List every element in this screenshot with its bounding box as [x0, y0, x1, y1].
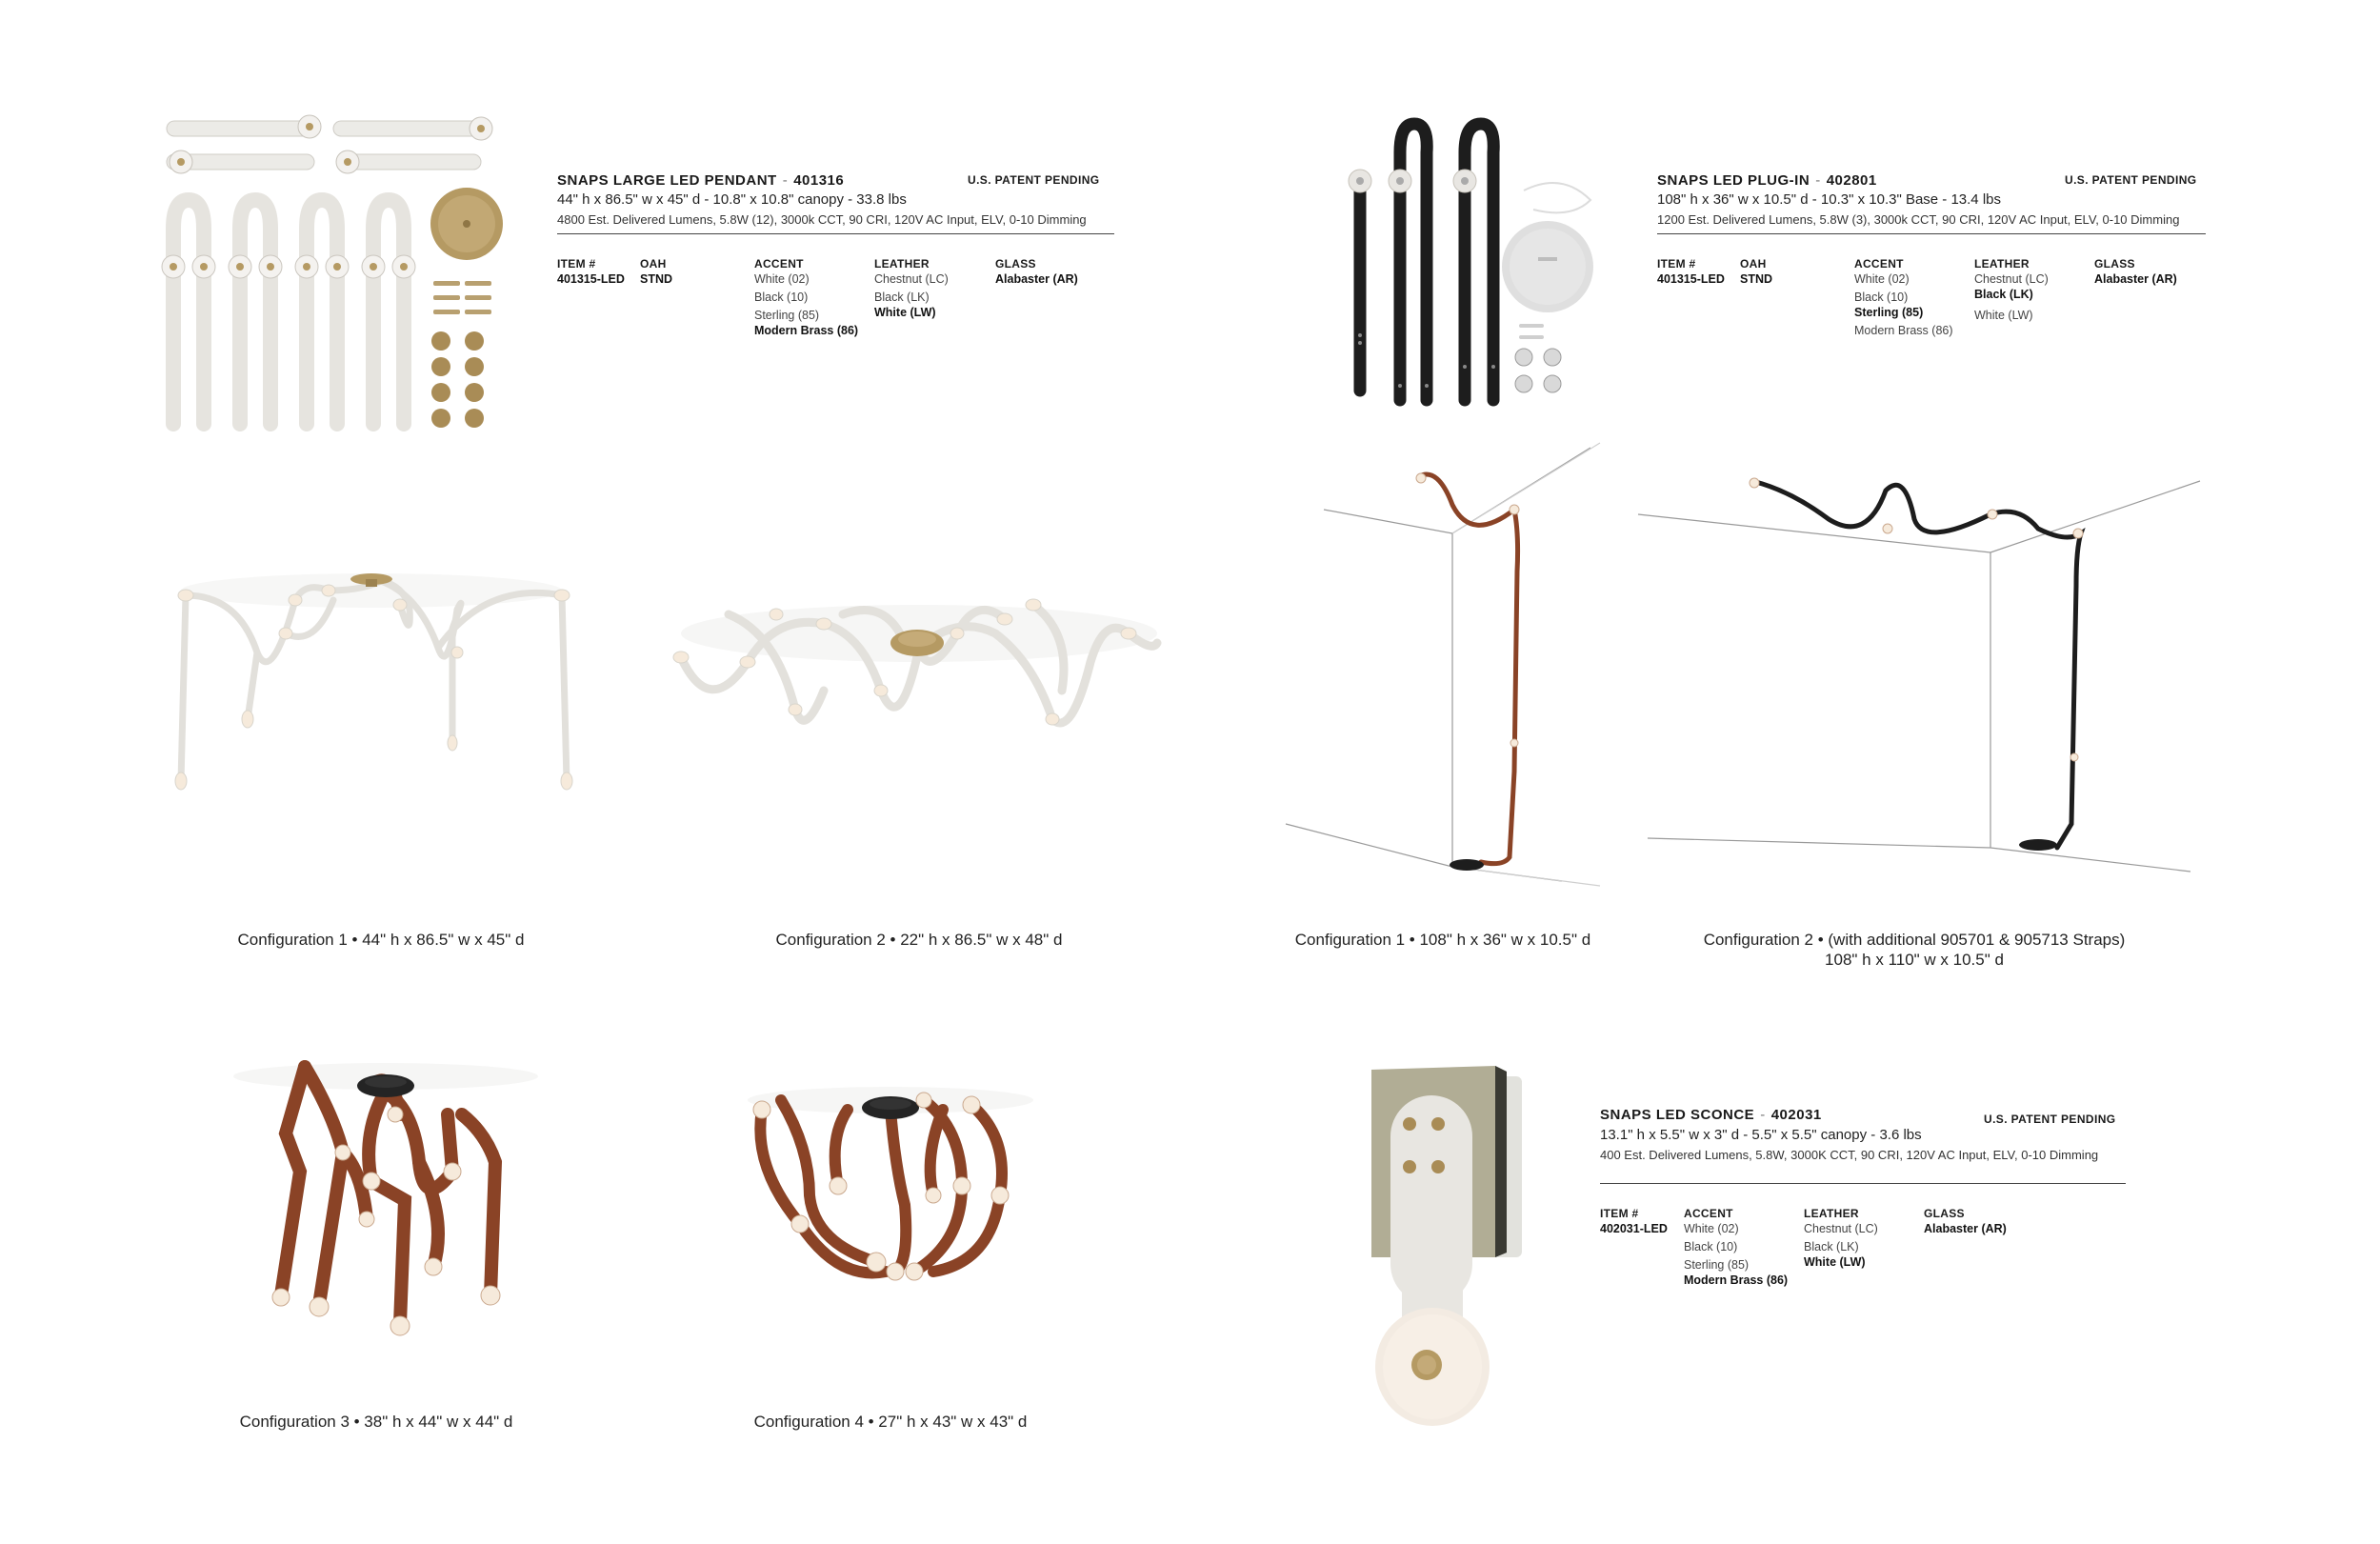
sconce-title: SNAPS LED SCONCE - 402031: [1600, 1107, 1822, 1123]
col-option: 401315-LED: [1657, 272, 1725, 286]
col-option: White (LW): [1804, 1255, 1866, 1269]
col-option: Alabaster (AR): [1924, 1222, 2007, 1235]
col-option: Black (10): [1854, 291, 1909, 304]
pendant-divider: [557, 233, 1114, 234]
pendant-title: SNAPS LARGE LED PENDANT - 401316: [557, 172, 845, 189]
plugin-spec-col-accent: [1854, 257, 1953, 340]
col-option: White (02): [754, 272, 810, 286]
col-head: OAH: [640, 257, 667, 271]
plugin-divider: [1657, 233, 2206, 234]
col-option: 401315-LED: [557, 272, 625, 286]
pendant-config3-image: [229, 1057, 543, 1353]
pendant-config1-caption: Configuration 1 • 44" h x 86.5" w x 45" d: [237, 931, 525, 949]
col-head: ACCENT: [1854, 257, 1904, 271]
sconce-patent: U.S. PATENT PENDING: [1984, 1113, 2116, 1126]
col-option: Black (LK): [874, 291, 930, 304]
col-head: OAH: [1740, 257, 1767, 271]
sconce-title-text: SNAPS LED SCONCE: [1600, 1107, 1755, 1123]
col-option: Modern Brass (86): [754, 324, 859, 337]
col-head: GLASS: [1924, 1207, 1965, 1220]
col-head: ITEM #: [557, 257, 596, 271]
pendant-spec-col-glass: [995, 257, 1078, 289]
plugin-kit-image: [1343, 114, 1619, 410]
col-option: Sterling (85): [1854, 306, 1924, 319]
plugin-title-text: SNAPS LED PLUG-IN: [1657, 172, 1810, 189]
col-option: Modern Brass (86): [1684, 1273, 1789, 1287]
pendant-lumens: 4800 Est. Delivered Lumens, 5.8W (12), 3000k CCT, 90 CRI, 120V AC Input, ELV, 0-10 Dimming: [557, 212, 1087, 227]
col-head: ITEM #: [1600, 1207, 1639, 1220]
plugin-spec-col-leather: [1974, 257, 2049, 325]
col-option: 402031-LED: [1600, 1222, 1668, 1235]
col-head: ITEM #: [1657, 257, 1696, 271]
pendant-patent: U.S. PATENT PENDING: [968, 173, 1100, 187]
pendant-spec-col-leather: [874, 257, 949, 322]
pendant-kit-image: [152, 110, 514, 443]
pendant-spec-col-item: [557, 257, 625, 289]
sconce-lumens: 400 Est. Delivered Lumens, 5.8W, 3000K CCT, 90 CRI, 120V AC Input, ELV, 0-10 Dimming: [1600, 1148, 2099, 1162]
pendant-spec-col-accent: [754, 257, 858, 340]
pendant-title-text: SNAPS LARGE LED PENDANT: [557, 172, 777, 189]
col-option: Black (10): [1684, 1240, 1738, 1253]
col-option: STND: [640, 272, 673, 286]
col-option: White (LW): [1974, 309, 2033, 322]
plugin-sku: 402801: [1826, 172, 1877, 189]
pendant-config4-caption: Configuration 4 • 27" h x 43" w x 43" d: [753, 1413, 1028, 1431]
col-option: White (02): [1684, 1222, 1739, 1235]
plugin-config1-image: [1286, 448, 1600, 886]
col-option: Alabaster (AR): [2094, 272, 2177, 286]
plugin-config1-caption: Configuration 1 • 108" h x 36" w x 10.5" d: [1294, 931, 1591, 949]
col-option: White (02): [1854, 272, 1910, 286]
sconce-spec-col-item: [1600, 1207, 1668, 1238]
col-option: Chestnut (LC): [1804, 1222, 1878, 1235]
pendant-config3-caption: Configuration 3 • 38" h x 44" w x 44" d: [239, 1413, 513, 1431]
sconce-spec-col-accent: [1684, 1207, 1788, 1290]
plugin-spec-col-glass: [2094, 257, 2177, 289]
col-head: GLASS: [2094, 257, 2135, 271]
col-head: LEATHER: [1804, 1207, 1859, 1220]
sconce-divider: [1600, 1183, 2126, 1184]
pendant-spec-col-oah: [640, 257, 672, 289]
plugin-patent: U.S. PATENT PENDING: [2065, 173, 2197, 187]
col-head: ACCENT: [1684, 1207, 1733, 1220]
pendant-config2-image: [671, 576, 1167, 752]
sconce-image: [1352, 1062, 1543, 1443]
plugin-config2-caption-line2: 108" h x 110" w x 10.5" d: [1825, 951, 2004, 969]
col-option: STND: [1740, 272, 1773, 286]
pendant-config2-caption: Configuration 2 • 22" h x 86.5" w x 48" d: [775, 931, 1063, 949]
pendant-config1-image: [162, 562, 600, 800]
plugin-config2-caption-line1: Configuration 2 • (with additional 905701 & 905713 Straps): [1703, 931, 2126, 949]
col-option: Black (LK): [1974, 288, 2033, 301]
sconce-dims: 13.1" h x 5.5" w x 3" d - 5.5" x 5.5" canopy - 3.6 lbs: [1600, 1127, 1922, 1143]
sconce-spec-col-glass: [1924, 1207, 2007, 1238]
col-head: LEATHER: [874, 257, 930, 271]
sconce-sku: 402031: [1770, 1107, 1822, 1123]
plugin-spec-col-oah: [1740, 257, 1772, 289]
col-option: Black (10): [754, 291, 809, 304]
sconce-spec-col-leather: [1804, 1207, 1878, 1272]
col-option: Alabaster (AR): [995, 272, 1078, 286]
col-option: White (LW): [874, 306, 936, 319]
plugin-dims: 108" h x 36" w x 10.5" d - 10.3" x 10.3" Base - 13.4 lbs: [1657, 191, 2001, 208]
plugin-config2-image: [1638, 471, 2210, 881]
plugin-lumens: 1200 Est. Delivered Lumens, 5.8W (3), 3000k CCT, 90 CRI, 120V AC Input, ELV, 0-10 Dimming: [1657, 212, 2180, 227]
col-head: GLASS: [995, 257, 1036, 271]
col-option: Modern Brass (86): [1854, 324, 1953, 337]
col-option: Chestnut (LC): [874, 272, 949, 286]
pendant-sku: 401316: [793, 172, 845, 189]
col-head: ACCENT: [754, 257, 804, 271]
pendant-dims: 44" h x 86.5" w x 45" d - 10.8" x 10.8" canopy - 33.8 lbs: [557, 191, 907, 208]
pendant-config4-image: [743, 1081, 1038, 1310]
col-option: Chestnut (LC): [1974, 272, 2049, 286]
col-option: Sterling (85): [1684, 1258, 1750, 1272]
col-option: Sterling (85): [754, 309, 820, 322]
plugin-title: SNAPS LED PLUG-IN - 402801: [1657, 172, 1877, 189]
col-option: Black (LK): [1804, 1240, 1859, 1253]
plugin-spec-col-item: [1657, 257, 1725, 289]
col-head: LEATHER: [1974, 257, 2030, 271]
